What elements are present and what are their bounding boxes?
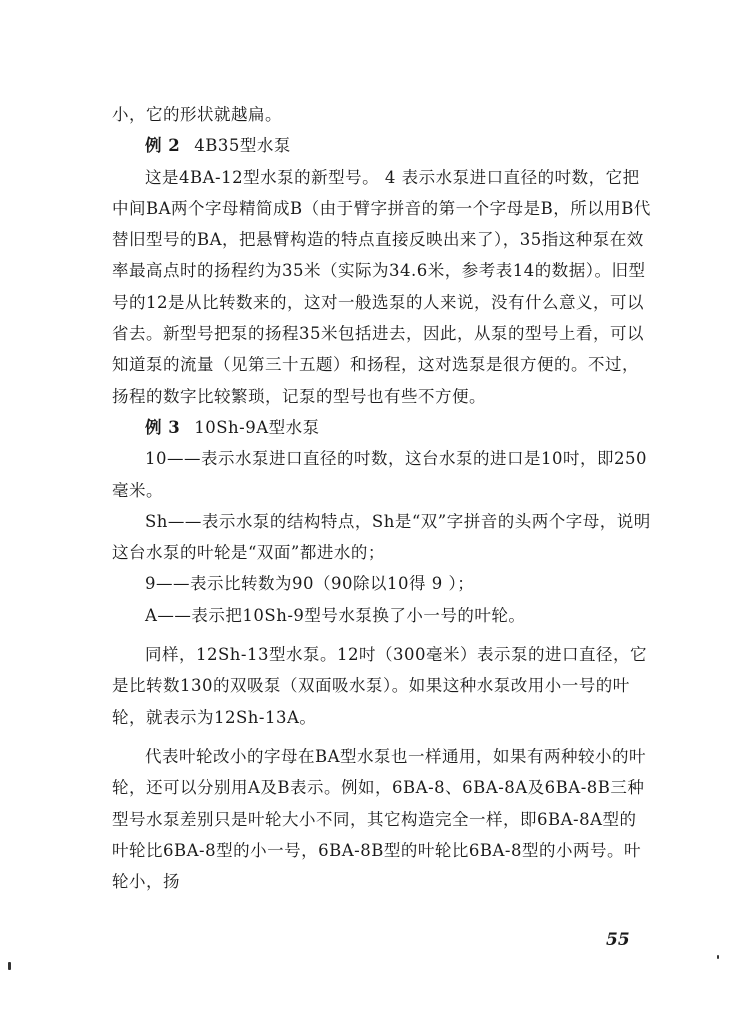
paragraph-same-12sh: 同样，12Sh-13型水泵。12吋（300毫米）表示泵的进口直径，它是比转数130的双吸泵（双面吸水泵）。如果这种水泵改用小一号的叶轮，就表示为12Sh-13A。	[112, 645, 647, 727]
example-3-heading	[112, 412, 652, 443]
example-3-item-a: A——表示把10Sh-9型号水泵换了小一号的叶轮。	[145, 605, 526, 625]
spacer	[112, 631, 652, 639]
example-3-item-10: 10——表示水泵进口直径的吋数，这台水泵的进口是10吋，即250毫米。	[112, 449, 647, 500]
spacer	[112, 733, 652, 741]
example-3-item-9: 9——表示比转数为90（90除以10得 9 ）；	[145, 574, 475, 594]
example-3-item-sh: Sh——表示水泵的结构特点，Sh是“双”字拼音的头两个字母，说明这台水泵的叶轮是“双面”都进水的；	[112, 511, 651, 563]
top-line: 小，它的形状就越扁。	[112, 105, 282, 124]
example-2-title: 4B35型水泵	[194, 136, 291, 156]
example-3-title: 10Sh-9A型水泵	[194, 417, 320, 437]
page-number: 55	[606, 930, 630, 950]
example-2-heading	[112, 130, 652, 161]
example-2-label: 例 2	[145, 136, 181, 156]
page-body	[112, 99, 652, 897]
example-2-paragraph: 这是4BA-12型水泵的新型号。 4 表示水泵进口直径的吋数，它把中间BA两个字母精简成B（由于臂字拼音的第一个字母是B，所以用B代替旧型号的BA，把悬臂构造的特点直接反映出来了），35指这种泵在效率最高点时的扬程约为35米（实际为34.6米，参考表14的数据）。旧型号的12是从比转数来的，这对一般选泵的人来说，没有什么意义，可以省去。新型号把泵的扬程35米包括进去，因此，从泵的型号上看，可以知道泵的流量（见第三十五题）和扬程，这对选泵是很方便的。不过，扬程的数字比较繁琐，记泵的型号也有些不方便。	[112, 167, 651, 406]
scan-speck	[8, 962, 11, 970]
scan-speck	[717, 955, 719, 959]
example-3-label: 例 3	[145, 417, 181, 437]
paragraph-impeller-letters: 代表叶轮改小的字母在BA型水泵也一样通用，如果有两种较小的叶轮，还可以分别用A及B表示。例如，6BA-8、6BA-8A及6BA-8B三种型号水泵差别只是叶轮大小不同，其它构造完全一样，即6BA-8A型的叶轮比6BA-8型的小一号，6BA-8B型的叶轮比6BA-8型的小两号。叶轮小，扬	[112, 746, 647, 892]
